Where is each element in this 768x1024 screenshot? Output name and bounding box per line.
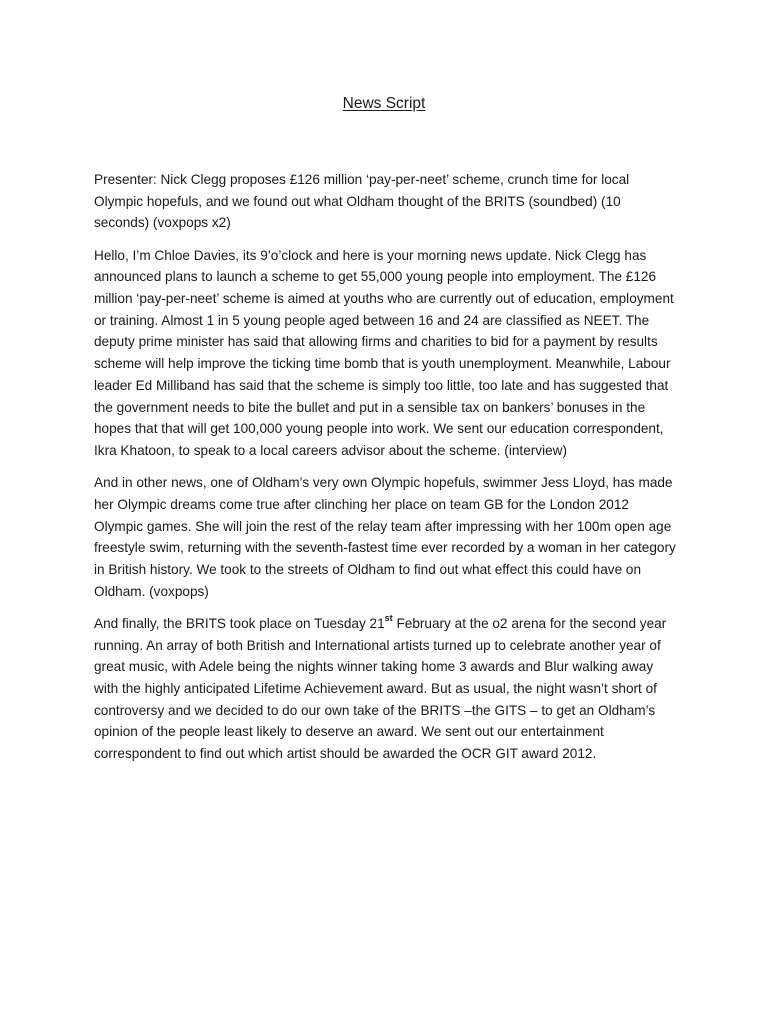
paragraph-brits-story [94,613,676,765]
brits-text-before: And finally, the BRITS took place on Tuesday 21 [94,615,385,631]
paragraph-presenter-intro: Presenter: Nick Clegg proposes £126 million ‘pay-per-neet’ scheme, crunch time for local Olympic hopefuls, and we found out what Oldham thought of the BRITS (soundbed) (10 seconds) (voxpops x2) [94,172,630,231]
document-title: News Script [342,95,426,112]
document-body [94,169,676,775]
brits-text-after: February at the o2 arena for the second year running. An array of both British and International artists turned up to celebrate another year of great music, with Adele being the nights winner taking home 3 awards and Blur walking away with the highly anticipated Lifetime Achievement award. But as usual, the night wasn’t short of controversy and we decided to do our own take of the BRITS –the GITS – to get an Oldham’s opinion of the people least likely to deserve an award. We sent out our entertainment correspondent to find out which artist should be awarded the OCR GIT award 2012. [94,615,667,762]
paragraph-nick-clegg-story: Hello, I’m Chloe Davies, its 9’o’clock and here is your morning news update. Nick Clegg has announced plans to launch a scheme to get 55,000 young people into employment. The £126 million ‘pay-per-neet’ scheme is aimed at youths who are currently out of education, employment or training. Almost 1 in 5 young people aged between 16 and 24 are classified as NEET. The deputy prime minister has said that allowing firms and charities to bid for a payment by results scheme will help improve the ticking time bomb that is youth unemployment. Meanwhile, Labour leader Ed Milliband has said that the scheme is simply too little, too late and has suggested that the government needs to bite the bullet and put in a sensible tax on bankers’ bonuses in the hopes that that will get 100,000 young people into work. We sent our education correspondent, Ikra Khatoon, to speak to a local careers advisor about the scheme. (interview) [94,247,674,458]
paragraph-olympic-story: And in other news, one of Oldham’s very own Olympic hopefuls, swimmer Jess Lloyd, has made her Olympic dreams come true after clinching her place on team GB for the London 2012 Olympic games. She will join the rest of the relay team after impressing with her 100m open age freestyle swim, returning with the seventh-fastest time ever recorded by a woman in her category in British history. We took to the streets of Oldham to find out what effect this could have on Oldham. (voxpops) [94,475,676,599]
date-superscript: st [384,613,393,624]
